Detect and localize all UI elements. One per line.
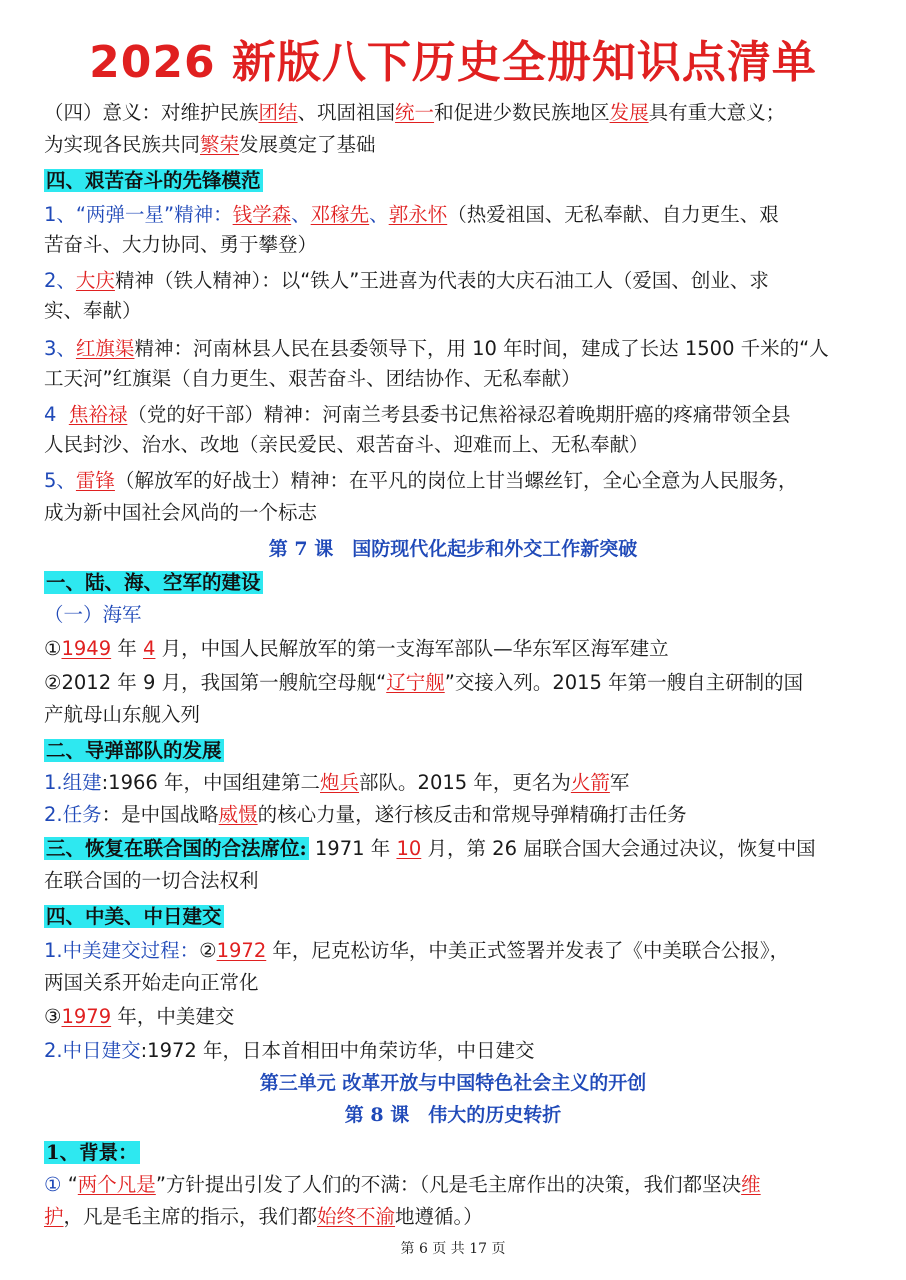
text-line	[44, 1036, 874, 1066]
text-line: 实、奉献）	[44, 299, 142, 322]
section-heading: 二、导弹部队的发展	[46, 739, 222, 762]
keyword: 统一	[395, 101, 435, 124]
text: 地遵循。）	[395, 1205, 483, 1228]
subsection-heading: （一）海军	[44, 603, 142, 626]
section-heading-line	[44, 568, 874, 598]
keyword: 大庆	[75, 269, 115, 292]
text: 、	[369, 203, 389, 226]
keyword: 两个凡是	[77, 1173, 156, 1196]
text: （四）意义：对维护民族	[44, 101, 259, 124]
keyword: 团结	[258, 101, 298, 124]
section-heading-line	[44, 166, 874, 196]
text: ，凡是毛主席的指示，我们都	[63, 1205, 318, 1228]
text: （解放军的好战士）精神：在平凡的岗位上甘当螺丝钉，全心全意为人民服务，	[114, 469, 798, 492]
unit-title: 第三单元 改革开放与中国特色社会主义的开创	[259, 1072, 647, 1094]
item-label: 3、	[44, 337, 76, 360]
keyword: 10	[396, 837, 422, 860]
text-line	[44, 400, 874, 430]
text-line: 成为新中国社会风尚的一个标志	[44, 501, 318, 524]
keyword: 火箭	[570, 771, 610, 794]
keyword: 繁荣	[200, 133, 240, 156]
section-heading: 1、背景：	[46, 1141, 138, 1164]
keyword: 发展	[609, 101, 649, 124]
keyword: 4	[143, 637, 156, 660]
text-line	[44, 466, 874, 496]
text: ③	[44, 1005, 62, 1028]
text: ”交接入列。2015 年第一艘自主研制的国	[444, 671, 804, 694]
text: :1972 年，日本首相田中角荣访华，中日建交	[140, 1039, 535, 1062]
text-line	[44, 266, 874, 296]
text: “	[67, 1173, 78, 1196]
item-label: 4	[44, 403, 69, 426]
text: 为实现各民族共同	[44, 133, 201, 156]
text: ②2012 年 9 月，我国第一艘航空母舰“	[44, 671, 387, 694]
text: 年，中美建交	[111, 1005, 235, 1028]
keyword: 钱学森	[232, 203, 292, 226]
keyword: 红旗渠	[75, 337, 135, 360]
text: 年	[111, 637, 144, 660]
text-line	[44, 634, 874, 664]
text: 具有重大意义；	[648, 101, 786, 124]
text: 、	[291, 203, 311, 226]
text-line	[44, 98, 874, 128]
item-label: 1.组建	[44, 771, 102, 794]
lesson-title: 第 7 课 国防现代化起步和外交工作新突破	[268, 538, 638, 560]
text: （党的好干部）精神：河南兰考县委书记焦裕禄忍着晚期肝癌的疼痛带领全县	[127, 403, 791, 426]
text: 的核心力量，遂行核反击和常规导弹精确打击任务	[257, 803, 687, 826]
keyword: 炮兵	[320, 771, 360, 794]
keyword: 1979	[61, 1005, 112, 1028]
item-label: 1、“两弹一星”精神：	[44, 203, 233, 226]
section-heading-line	[44, 902, 874, 932]
text: ②	[199, 939, 217, 962]
text-line	[44, 200, 874, 230]
section-heading: 一、陆、海、空军的建设	[46, 571, 261, 594]
text: ①	[44, 637, 62, 660]
text-line: 产航母山东舰入列	[44, 703, 201, 726]
keyword: 郭永怀	[388, 203, 448, 226]
text-line	[44, 834, 874, 864]
text-line	[44, 936, 874, 966]
keyword: 邓稼先	[310, 203, 370, 226]
keyword: 辽宁舰	[386, 671, 445, 694]
text: 1971 年	[308, 837, 397, 860]
item-label: 5、	[44, 469, 76, 492]
text: 年，尼克松访华，中美正式签署并发表了《中美联合公报》，	[266, 939, 790, 962]
keyword: 1972	[216, 939, 267, 962]
text: :1966 年，中国组建第二	[101, 771, 321, 794]
page-title: 2026 新版八下历史全册知识点清单	[89, 37, 817, 88]
text: 部队。2015 年，更名为	[359, 771, 571, 794]
text: ：是中国战略	[101, 803, 219, 826]
text-line: 两国关系开始走向正常化	[44, 971, 259, 994]
section-heading: 四、中美、中日建交	[46, 905, 222, 928]
text-line	[44, 130, 874, 160]
text: （热爱祖国、无私奉献、自力更生、艰	[447, 203, 779, 226]
text-line	[44, 1002, 874, 1032]
text: 军	[609, 771, 630, 794]
text-line	[44, 1170, 874, 1200]
item-label: ①	[44, 1173, 68, 1196]
text: 、巩固祖国	[297, 101, 396, 124]
text: 精神：河南林县人民在县委领导下，用 10 年时间，建成了长达 1500 千米的“人	[134, 337, 829, 360]
keyword: 雷锋	[75, 469, 115, 492]
text: 发展奠定了基础	[239, 133, 376, 156]
item-label: 2、	[44, 269, 76, 292]
text-line: 苦奋斗、大力协同、勇于攀登）	[44, 233, 318, 256]
section-heading-line	[44, 736, 874, 766]
text-line: 人民封沙、治水、改地（亲民爱民、艰苦奋斗、迎难而上、无私奉献）	[44, 433, 649, 456]
section-heading: 三、恢复在联合国的合法席位:	[46, 837, 307, 860]
keyword: 护	[44, 1205, 64, 1228]
keyword: 威慑	[218, 803, 258, 826]
text: 月，中国人民解放军的第一支海军部队—华东军区海军建立	[155, 637, 669, 660]
item-label: 1.中美建交过程：	[44, 939, 200, 962]
keyword: 维	[741, 1173, 761, 1196]
text-line: 工天河”红旗渠（自力更生、艰苦奋斗、团结协作、无私奉献）	[44, 367, 581, 390]
lesson-title: 第 8 课 伟大的历史转折	[344, 1104, 562, 1126]
item-label: 2.任务	[44, 803, 102, 826]
text: 和促进少数民族地区	[434, 101, 610, 124]
text-line	[44, 768, 874, 798]
section-heading: 四、艰苦奋斗的先锋模范	[46, 169, 261, 192]
text-line: 在联合国的一切合法权利	[44, 869, 259, 892]
keyword: 始终不渝	[317, 1205, 396, 1228]
text-line	[44, 1202, 874, 1232]
text: 精神（铁人精神）：以“铁人”王进喜为代表的大庆石油工人（爱国、创业、求	[114, 269, 769, 292]
text-line	[44, 800, 874, 830]
text: ”方针提出引发了人们的不满：（凡是毛主席作出的决策，我们都坚决	[155, 1173, 742, 1196]
text-line	[44, 668, 874, 698]
keyword: 1949	[61, 637, 112, 660]
page-number: 第 6 页 共 17 页	[400, 1241, 506, 1257]
text-line	[44, 334, 874, 364]
keyword: 焦裕禄	[68, 403, 128, 426]
item-label: 2.中日建交	[44, 1039, 141, 1062]
section-heading-line	[44, 1138, 874, 1168]
text: 月，第 26 届联合国大会通过决议，恢复中国	[421, 837, 816, 860]
